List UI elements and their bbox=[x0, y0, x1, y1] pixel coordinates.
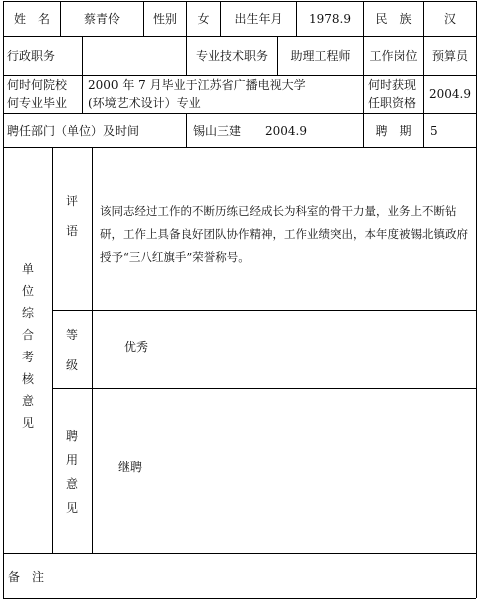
tech-post-label: 专业技术职务 bbox=[195, 49, 268, 63]
school-label-line2: 何专业毕业 bbox=[7, 96, 68, 110]
ethnicity-value: 汉 bbox=[443, 12, 456, 26]
remarks-label: 备 注 bbox=[8, 570, 45, 584]
tech-post-value: 助理工程师 bbox=[290, 49, 351, 63]
birth-value: 1978.9 bbox=[309, 12, 351, 26]
term-label: 聘 期 bbox=[375, 124, 412, 138]
row-divider-4 bbox=[3, 147, 476, 148]
gender-label: 性别 bbox=[152, 12, 177, 26]
school-label-line1: 何时何院校 bbox=[7, 78, 68, 92]
row3-divider bbox=[82, 75, 83, 113]
name-label: 姓 名 bbox=[13, 12, 50, 26]
grade-label: 等 级 bbox=[65, 328, 91, 372]
assessment-section-label: 单位综合考核意见 bbox=[21, 262, 34, 430]
row2-divider bbox=[82, 36, 83, 75]
school-value-line1: 2000 年 7 月毕业于江苏省广播电视大学 bbox=[88, 78, 306, 92]
assessment-divider-left bbox=[52, 147, 53, 553]
table-border-top bbox=[3, 1, 476, 2]
table-border-bottom bbox=[3, 598, 476, 599]
dept-label: 聘任部门（单位）及时间 bbox=[7, 124, 140, 138]
work-post-value: 预算员 bbox=[431, 49, 468, 63]
ethnicity-label: 民 族 bbox=[375, 12, 412, 26]
birth-label: 出生年月 bbox=[234, 12, 283, 26]
row4-divider bbox=[423, 113, 424, 147]
row-divider-2 bbox=[3, 75, 476, 76]
school-value-line2: (环境艺术设计）专业 bbox=[88, 96, 201, 110]
table-border-right bbox=[476, 1, 477, 598]
comment-text: 该同志经过工作的不断历练已经成长为科室的骨干力量，业务上不断钻研，工作上具备良好团队协作精神，工作业绩突出，本年度被锡北镇政府授予“三八红旗手”荣誉称号。 bbox=[100, 204, 468, 264]
name-value: 蔡青伶 bbox=[83, 12, 120, 26]
assessment-divider-2 bbox=[52, 388, 476, 389]
row4-divider bbox=[186, 113, 187, 147]
gender-value: 女 bbox=[197, 12, 210, 26]
assessment-divider-1 bbox=[52, 310, 476, 311]
term-value: 5 bbox=[430, 124, 438, 138]
work-post-label: 工作岗位 bbox=[369, 49, 418, 63]
grade-value: 优秀 bbox=[124, 340, 149, 354]
comment-label: 评 语 bbox=[65, 194, 91, 238]
hire-value: 继聘 bbox=[118, 460, 143, 474]
qualification-label-line2: 任职资格 bbox=[368, 96, 417, 110]
row-divider-3 bbox=[3, 113, 476, 114]
admin-post-label: 行政职务 bbox=[7, 49, 56, 63]
table-border-left bbox=[3, 1, 4, 598]
qualification-value: 2004.9 bbox=[429, 87, 471, 101]
hire-label: 聘用意见 bbox=[65, 429, 78, 515]
row3-divider bbox=[363, 75, 364, 113]
dept-value: 锡山三建 2004.9 bbox=[193, 124, 307, 138]
qualification-label-line1: 何时获现 bbox=[368, 78, 417, 92]
remarks-divider bbox=[3, 553, 476, 554]
row-divider-1 bbox=[3, 36, 476, 37]
assessment-divider-right bbox=[92, 147, 93, 553]
